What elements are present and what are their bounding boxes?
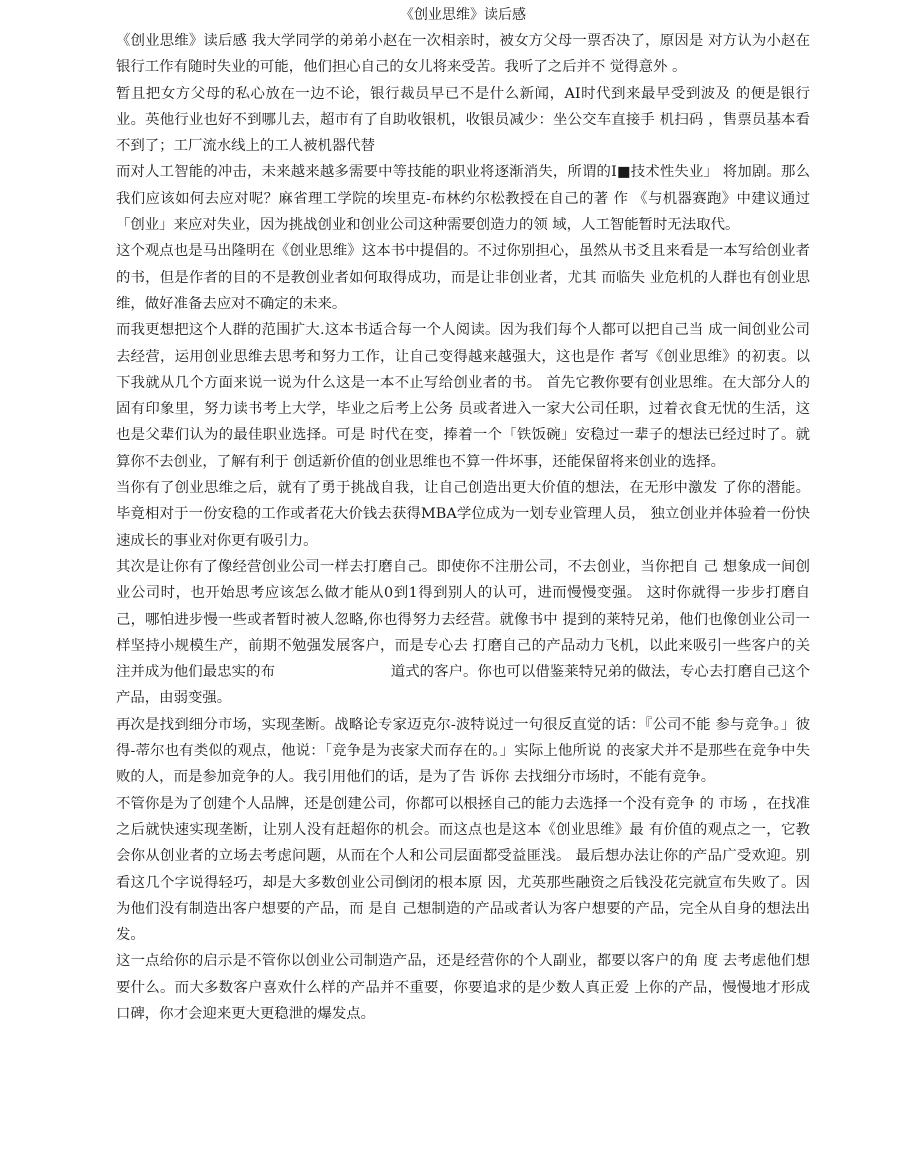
paragraph-niche-market: 再次是找到细分市场，实现垄断。战略论专家迈克尔-波特说过一句很反直觉的话：『公司不能 参与竞争。」彼得-蒂尔也有类似的观点，他说：「竞争是为丧家犬而存在的。」实际上他所说 的丧家犬并不是那些在竞争中失败的人，而是参加竞争的人。我引用他们的话，是为了告 诉你 去找细分市场时，不能有竞争。 (116, 716, 810, 786)
paragraph-technical-unemployment: 而对人工智能的冲击，未来越来越多需要中等技能的职业将逐渐消失，所谓的I■技术性失业」 将加剧。那么我们应该如何去应对呢？麻省理工学院的埃里克-布林约尔松教授在自己的著 作 《与机器赛跑》中建议通过「创业」来应对失业，因为挑战创业和创业公司这种需要创造力的领 域，人工智能暂时无法取代。 (116, 164, 810, 234)
paragraph-ai-industries: 暂且把女方父母的私心放在一边不论，银行裁员早已不是什么新闻，AI时代到来最早受到波及 的便是银行业。英他行业也好不到哪儿去，超市有了自助收银机，收银员减少：坐公交车直接手 机扫码 ，售票员基本看不到了；工厂流水线上的工人被机器代替 (116, 85, 810, 155)
document-title: 《创业思维》读后感 (400, 7, 526, 23)
paragraph-for-everyone: 而我更想把这个人群的范围扩大.这本书适合每一个人阅读。因为我们每个人都可以把自己当 成一间创业公司去经营，运用创业思维去思考和努力工作，让自己变得越来越强大，这也是作 者写《创业思维》的初衷。以下我就从几个方面来说一说为什么这是一本不止写给创业者的书。 首先它教你要有创业思维。在大部分人的固有印象里，努力读书考上大学，毕业之后考上公务 员或者进入一家大公司任职，过着衣食无忧的生活，这也是父辈们认为的最佳职业选择。可是 时代在变，捧着一个「铁饭碗」安稳过一辈子的想法已经过时了。就算你不去创业，了解有利于 创适新价值的创业思维也不算一件坏事，还能保留将来创业的选择。 (116, 322, 810, 470)
paragraph-book-viewpoint: 这个观点也是马出隆明在《创业思维》这本书中提倡的。不过你别担心，虽然从书爻且来看是一本写给创业者的书，但是作者的目的不是教创业者如何取得成功，而是让非创业者，尤其 而临失 业危机的人群也有创业思维，做好准备去应对不确定的未来。 (116, 243, 810, 312)
paragraph-intro: 《创业思维》读后感 我大学同学的弟弟小赵在一次相亲时，被女方父母一票否决了，原因是 对方认为小赵在银行工作有随时失业的可能，他们担心自己的女儿将来受苦。我听了之后并不 觉得意外 。 (116, 33, 810, 76)
paragraph-potential: 当你有了创业思维之后，就有了勇于挑战自我，让自己创造出更大价值的想法，在无形中激发 了你的潜能。毕竟相对于一份安稳的工作或者花大价钱去获得MBA学位成为一划专业管理人员， 独立创业并体验着一份快速成长的事业对你更有吸引力。 (116, 480, 810, 549)
paragraph-customer-focus: 这一点给你的启示是不管你以创业公司制造产品，还是经营你的个人副业，都要以客户的角 度 去考虑他们想要什么。而大多数客户喜欢什么样的产品并不重要，你要追求的是少数人真正爱 上你的产品，慢慢地才形成口碑，你才会迎来更大更稳泄的爆发点。 (116, 953, 810, 1022)
paragraph-polish-yourself: 其次是让你有了像经营创业公司一样去打磨自己。即使你不注册公司，不去创业，当你把自 己 想象成一间创业公司时，也开始思考应该怎么做才能从0到1得到别人的认可，进而慢慢变强。 这时你就得一步步打磨自己，哪怕进步慢一些或者暂时被人忽略,你也得努力去经营。就像书中 提到的莱特兄弟，他们也像创业公司一样坚持小规模生产，前期不勉强发展客户，而是专心去 打磨自己的产品动力飞机，以此来吸引一些客户的关注并成为他们最忠实的布 道式的客户。你也可以借鉴莱特兄弟的做法，专心去打磨自己这个产品，由弱变强。 (116, 558, 810, 707)
paragraph-monopoly-product: 不管你是为了创建个人品牌，还是创建公司，你都可以根拯自己的能力去选择一个没有竞争 的 市场 ，在找准之后就快速实现垄断，让别人没有赶超你的机会。而这点也是这本《创业思维》最 有价值的观点之一，它教会你从创业者的立场去考虑问题，从而在个人和公司层面都受益匪浅。 最后想办法让你的产品广受欢迎。别看这几个字说得轻巧，却是大多数创业公司倒闭的根本原 因，尤英那些融资之后钱没花完就宣布失败了。因为他们没有制造出客户想要的产品，而 是自 己想制造的产品或者认为客户想要的产品，完全从自身的想法出发。 (116, 795, 810, 944)
